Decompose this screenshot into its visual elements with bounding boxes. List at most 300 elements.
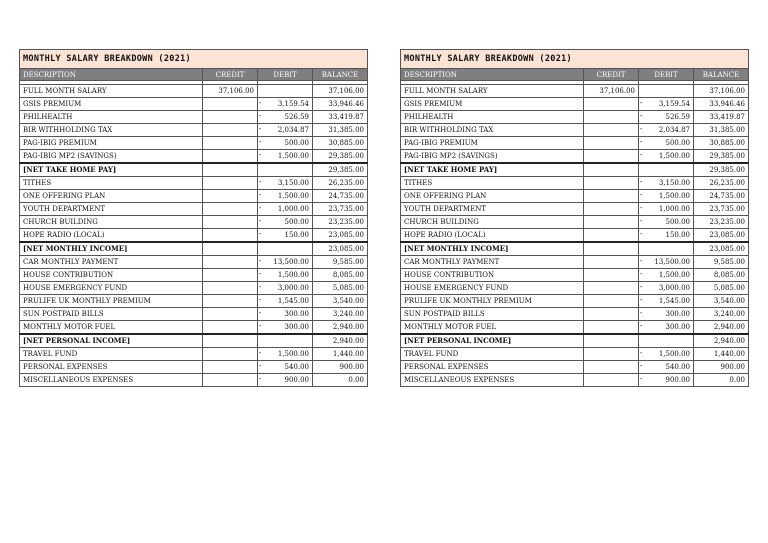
row-debit — [258, 269, 313, 282]
row-credit — [584, 348, 639, 361]
debit-sign: - — [640, 138, 643, 146]
table-row — [401, 282, 749, 295]
table-row — [401, 269, 749, 282]
row-debit — [258, 334, 313, 348]
row-balance: 23,085.00 — [694, 229, 749, 243]
header-description: DESCRIPTION — [20, 69, 203, 81]
table-row — [20, 111, 368, 124]
row-balance: 23,235.00 — [694, 216, 749, 229]
row-description: FULL MONTH SALARY — [20, 85, 203, 98]
row-credit — [584, 216, 639, 229]
row-description: FULL MONTH SALARY — [401, 85, 584, 98]
debit-sign: - — [259, 99, 262, 107]
row-credit — [584, 282, 639, 295]
row-description: PERSONAL EXPENSES — [401, 361, 584, 374]
section-total-row — [20, 242, 368, 256]
salary-table-right — [400, 49, 749, 387]
debit-sign: - — [640, 112, 643, 120]
row-balance: 9,585.00 — [694, 256, 749, 269]
debit-value: 3,150.00 — [658, 179, 690, 187]
row-debit — [258, 308, 313, 321]
row-balance: 2,940.00 — [694, 321, 749, 335]
table-row — [20, 282, 368, 295]
debit-value: 500.00 — [284, 218, 309, 226]
table-body — [20, 85, 368, 387]
row-balance: 29,385.00 — [694, 150, 749, 164]
debit-value: 300.00 — [284, 323, 309, 331]
row-debit — [639, 242, 694, 256]
row-description: SUN POSTPAID BILLS — [20, 308, 203, 321]
row-description: HOUSE CONTRIBUTION — [20, 269, 203, 282]
row-balance: 8,085.00 — [313, 269, 368, 282]
row-debit — [258, 321, 313, 335]
header-debit: DEBIT — [639, 69, 694, 81]
debit-value: 1,500.00 — [277, 152, 309, 160]
debit-sign: - — [640, 217, 643, 225]
row-description: BIR WITHHOLDING TAX — [401, 124, 584, 137]
row-description: PAG-IBIG MP2 (SAVINGS) — [401, 150, 584, 164]
row-debit — [639, 150, 694, 164]
row-debit — [258, 150, 313, 164]
row-description: BIR WITHHOLDING TAX — [20, 124, 203, 137]
row-debit — [639, 190, 694, 203]
row-debit — [258, 98, 313, 111]
table-body — [401, 85, 749, 387]
debit-sign: - — [640, 204, 643, 212]
row-balance: 29,385.00 — [313, 163, 368, 177]
debit-sign: - — [259, 270, 262, 278]
debit-value: 1,545.00 — [277, 297, 309, 305]
row-balance: 23,735.00 — [313, 203, 368, 216]
debit-value: 2,034.87 — [277, 126, 309, 134]
debit-value: 13,500.00 — [654, 258, 690, 266]
row-credit — [203, 242, 258, 256]
row-debit — [639, 98, 694, 111]
row-debit — [639, 256, 694, 269]
sheet-title: MONTHLY SALARY BREAKDOWN (2021) — [401, 50, 749, 69]
row-balance: 2,940.00 — [694, 334, 749, 348]
debit-value: 540.00 — [284, 363, 309, 371]
table-row — [401, 137, 749, 150]
row-balance: 31,385.00 — [313, 124, 368, 137]
row-debit — [258, 242, 313, 256]
row-description: [NET TAKE HOME PAY] — [401, 163, 584, 177]
row-description: TITHES — [20, 177, 203, 190]
row-credit — [203, 163, 258, 177]
table-row — [401, 177, 749, 190]
debit-value: 1,500.00 — [658, 271, 690, 279]
debit-value: 300.00 — [665, 323, 690, 331]
row-description: TRAVEL FUND — [20, 348, 203, 361]
debit-value: 1,500.00 — [277, 350, 309, 358]
row-description: PHILHEALTH — [401, 111, 584, 124]
row-balance: 23,085.00 — [313, 242, 368, 256]
row-debit — [639, 348, 694, 361]
row-credit — [584, 334, 639, 348]
debit-value: 300.00 — [665, 310, 690, 318]
row-credit: 37,106.00 — [203, 85, 258, 98]
row-balance: 24,735.00 — [694, 190, 749, 203]
row-credit — [203, 203, 258, 216]
row-debit — [258, 374, 313, 387]
row-debit — [639, 374, 694, 387]
row-description: YOUTH DEPARTMENT — [401, 203, 584, 216]
row-debit — [639, 85, 694, 98]
debit-value: 2,034.87 — [658, 126, 690, 134]
salary-table-left — [19, 49, 368, 387]
row-description: MONTHLY MOTOR FUEL — [401, 321, 584, 335]
debit-value: 3,000.00 — [277, 284, 309, 292]
row-credit — [203, 98, 258, 111]
row-debit — [639, 163, 694, 177]
table-row — [20, 190, 368, 203]
row-credit — [584, 242, 639, 256]
debit-sign: - — [640, 270, 643, 278]
table-row — [401, 98, 749, 111]
row-balance: 3,240.00 — [313, 308, 368, 321]
row-credit — [584, 177, 639, 190]
row-description: HOUSE EMERGENCY FUND — [401, 282, 584, 295]
row-description: PHILHEALTH — [20, 111, 203, 124]
debit-sign: - — [259, 191, 262, 199]
table-row — [401, 216, 749, 229]
row-debit — [639, 321, 694, 335]
debit-value: 300.00 — [284, 310, 309, 318]
row-balance: 37,106.00 — [313, 85, 368, 98]
table-row — [20, 269, 368, 282]
debit-sign: - — [640, 283, 643, 291]
row-debit — [639, 282, 694, 295]
row-credit — [584, 190, 639, 203]
debit-value: 150.00 — [665, 231, 690, 239]
row-debit — [258, 348, 313, 361]
row-credit — [203, 321, 258, 335]
row-balance: 8,085.00 — [694, 269, 749, 282]
table-row — [20, 177, 368, 190]
row-credit — [584, 295, 639, 308]
row-credit — [203, 216, 258, 229]
row-credit — [203, 111, 258, 124]
debit-value: 1,500.00 — [658, 192, 690, 200]
row-balance: 26,235.00 — [694, 177, 749, 190]
debit-value: 1,500.00 — [277, 271, 309, 279]
debit-value: 540.00 — [665, 363, 690, 371]
debit-sign: - — [640, 125, 643, 133]
debit-value: 1,500.00 — [658, 350, 690, 358]
table-row — [20, 229, 368, 243]
debit-sign: - — [259, 349, 262, 357]
row-credit — [203, 374, 258, 387]
debit-value: 3,159.54 — [658, 100, 690, 108]
row-description: MISCELLANEOUS EXPENSES — [20, 374, 203, 387]
debit-value: 3,159.54 — [277, 100, 309, 108]
debit-sign: - — [259, 178, 262, 186]
debit-value: 1,500.00 — [277, 192, 309, 200]
row-balance: 33,419.87 — [313, 111, 368, 124]
debit-value: 1,000.00 — [277, 205, 309, 213]
debit-sign: - — [640, 322, 643, 330]
row-credit — [203, 282, 258, 295]
section-total-row — [401, 242, 749, 256]
header-credit: CREDIT — [584, 69, 639, 81]
row-credit — [584, 150, 639, 164]
row-description: YOUTH DEPARTMENT — [20, 203, 203, 216]
debit-sign: - — [640, 178, 643, 186]
debit-value: 526.59 — [665, 113, 690, 121]
debit-value: 526.59 — [284, 113, 309, 121]
row-debit — [639, 308, 694, 321]
row-balance: 23,085.00 — [313, 229, 368, 243]
header-credit: CREDIT — [203, 69, 258, 81]
table-row — [20, 348, 368, 361]
debit-sign: - — [259, 230, 262, 238]
debit-sign: - — [259, 296, 262, 304]
row-description: TITHES — [401, 177, 584, 190]
debit-value: 3,000.00 — [658, 284, 690, 292]
row-credit — [584, 111, 639, 124]
table-row — [20, 98, 368, 111]
row-debit — [639, 124, 694, 137]
row-debit — [639, 361, 694, 374]
debit-sign: - — [259, 322, 262, 330]
row-description: TRAVEL FUND — [401, 348, 584, 361]
row-balance: 9,585.00 — [313, 256, 368, 269]
debit-sign: - — [259, 125, 262, 133]
row-debit — [258, 256, 313, 269]
table-row — [20, 374, 368, 387]
section-total-row — [401, 163, 749, 177]
row-balance: 3,540.00 — [694, 295, 749, 308]
row-credit — [584, 163, 639, 177]
debit-value: 1,500.00 — [658, 152, 690, 160]
row-description: HOUSE EMERGENCY FUND — [20, 282, 203, 295]
row-debit — [258, 137, 313, 150]
row-balance: 1,440.00 — [313, 348, 368, 361]
table-row — [20, 203, 368, 216]
row-debit — [639, 334, 694, 348]
header-description: DESCRIPTION — [401, 69, 584, 81]
row-balance: 26,235.00 — [313, 177, 368, 190]
row-balance: 3,540.00 — [313, 295, 368, 308]
row-description: HOUSE CONTRIBUTION — [401, 269, 584, 282]
row-description: GSIS PREMIUM — [401, 98, 584, 111]
table-row — [401, 256, 749, 269]
debit-value: 1,545.00 — [658, 297, 690, 305]
row-credit — [584, 137, 639, 150]
row-credit — [584, 98, 639, 111]
debit-sign: - — [259, 204, 262, 212]
table-row — [401, 295, 749, 308]
row-credit — [584, 321, 639, 335]
row-debit — [258, 177, 313, 190]
row-description: ONE OFFERING PLAN — [20, 190, 203, 203]
table-row — [20, 216, 368, 229]
debit-sign: - — [640, 230, 643, 238]
row-balance: 24,735.00 — [313, 190, 368, 203]
row-credit — [584, 374, 639, 387]
row-balance: 31,385.00 — [694, 124, 749, 137]
section-total-row — [20, 334, 368, 348]
row-description: HOPE RADIO (LOCAL) — [401, 229, 584, 243]
debit-sign: - — [640, 349, 643, 357]
debit-value: 13,500.00 — [273, 258, 309, 266]
row-balance: 29,385.00 — [313, 150, 368, 164]
row-credit — [203, 334, 258, 348]
debit-value: 500.00 — [284, 139, 309, 147]
row-credit — [203, 256, 258, 269]
row-balance: 2,940.00 — [313, 334, 368, 348]
row-description: CHURCH BUILDING — [20, 216, 203, 229]
debit-value: 500.00 — [665, 139, 690, 147]
debit-sign: - — [640, 151, 643, 159]
row-debit — [258, 163, 313, 177]
debit-sign: - — [259, 283, 262, 291]
header-balance: BALANCE — [313, 69, 368, 81]
row-credit — [203, 124, 258, 137]
table-row — [401, 203, 749, 216]
table-row — [401, 374, 749, 387]
sheet-title: MONTHLY SALARY BREAKDOWN (2021) — [20, 50, 368, 69]
table-row — [401, 308, 749, 321]
section-total-row — [20, 163, 368, 177]
debit-sign: - — [640, 296, 643, 304]
row-description: [NET MONTHLY INCOME] — [401, 242, 584, 256]
row-description: CHURCH BUILDING — [401, 216, 584, 229]
table-row — [401, 361, 749, 374]
row-balance: 29,385.00 — [694, 163, 749, 177]
debit-value: 3,150.00 — [277, 179, 309, 187]
row-description: PERSONAL EXPENSES — [20, 361, 203, 374]
row-debit — [258, 190, 313, 203]
row-balance: 900.00 — [694, 361, 749, 374]
row-description: PAG-IBIG PREMIUM — [401, 137, 584, 150]
row-debit — [639, 229, 694, 243]
row-credit — [203, 295, 258, 308]
debit-sign: - — [259, 112, 262, 120]
row-credit — [584, 124, 639, 137]
row-description: [NET TAKE HOME PAY] — [20, 163, 203, 177]
debit-sign: - — [640, 362, 643, 370]
row-debit — [639, 269, 694, 282]
debit-sign: - — [259, 375, 262, 383]
debit-sign: - — [259, 362, 262, 370]
debit-value: 150.00 — [284, 231, 309, 239]
row-description: MONTHLY MOTOR FUEL — [20, 321, 203, 335]
debit-sign: - — [259, 309, 262, 317]
row-balance: 23,085.00 — [694, 242, 749, 256]
debit-sign: - — [640, 191, 643, 199]
table-row — [401, 229, 749, 243]
table-row — [401, 124, 749, 137]
row-credit: 37,106.00 — [584, 85, 639, 98]
debit-sign: - — [259, 138, 262, 146]
row-credit — [203, 308, 258, 321]
debit-sign: - — [640, 99, 643, 107]
row-debit — [258, 361, 313, 374]
row-credit — [203, 190, 258, 203]
table-row — [20, 85, 368, 98]
row-credit — [584, 256, 639, 269]
header-debit: DEBIT — [258, 69, 313, 81]
table-row — [20, 321, 368, 335]
row-debit — [258, 124, 313, 137]
row-description: PRULIFE UK MONTHLY PREMIUM — [401, 295, 584, 308]
debit-sign: - — [640, 309, 643, 317]
row-description: [NET PERSONAL INCOME] — [20, 334, 203, 348]
row-debit — [258, 111, 313, 124]
row-balance: 23,235.00 — [313, 216, 368, 229]
row-debit — [258, 85, 313, 98]
debit-sign: - — [259, 257, 262, 265]
table-row — [20, 295, 368, 308]
row-balance: 37,106.00 — [694, 85, 749, 98]
row-description: [NET MONTHLY INCOME] — [20, 242, 203, 256]
debit-value: 500.00 — [665, 218, 690, 226]
row-balance: 1,440.00 — [694, 348, 749, 361]
row-balance: 33,946.46 — [694, 98, 749, 111]
row-balance: 33,946.46 — [313, 98, 368, 111]
row-description: CAR MONTHLY PAYMENT — [401, 256, 584, 269]
row-balance: 30,885.00 — [313, 137, 368, 150]
table-row — [401, 150, 749, 164]
row-credit — [203, 177, 258, 190]
table-row — [20, 124, 368, 137]
table-row — [401, 190, 749, 203]
row-credit — [584, 229, 639, 243]
row-description: CAR MONTHLY PAYMENT — [20, 256, 203, 269]
row-description: ONE OFFERING PLAN — [401, 190, 584, 203]
table-row — [401, 321, 749, 335]
row-description: PRULIFE UK MONTHLY PREMIUM — [20, 295, 203, 308]
debit-sign: - — [259, 217, 262, 225]
row-debit — [258, 216, 313, 229]
row-debit — [639, 203, 694, 216]
row-credit — [584, 361, 639, 374]
row-debit — [639, 137, 694, 150]
table-row — [20, 137, 368, 150]
row-credit — [203, 348, 258, 361]
row-description: [NET PERSONAL INCOME] — [401, 334, 584, 348]
row-credit — [203, 137, 258, 150]
row-credit — [203, 269, 258, 282]
row-balance: 3,240.00 — [694, 308, 749, 321]
row-debit — [639, 111, 694, 124]
header-balance: BALANCE — [694, 69, 749, 81]
table-row — [401, 85, 749, 98]
debit-value: 900.00 — [665, 376, 690, 384]
row-balance: 5,085.00 — [313, 282, 368, 295]
row-balance: 2,940.00 — [313, 321, 368, 335]
section-total-row — [401, 334, 749, 348]
row-description: HOPE RADIO (LOCAL) — [20, 229, 203, 243]
row-credit — [203, 229, 258, 243]
row-credit — [584, 203, 639, 216]
row-balance: 33,419.87 — [694, 111, 749, 124]
row-debit — [258, 295, 313, 308]
debit-sign: - — [640, 257, 643, 265]
row-debit — [258, 229, 313, 243]
row-debit — [258, 282, 313, 295]
row-description: MISCELLANEOUS EXPENSES — [401, 374, 584, 387]
table-row — [20, 150, 368, 164]
row-debit — [639, 295, 694, 308]
row-balance: 900.00 — [313, 361, 368, 374]
row-description: PAG-IBIG PREMIUM — [20, 137, 203, 150]
row-credit — [584, 269, 639, 282]
row-credit — [203, 150, 258, 164]
row-balance: 5,085.00 — [694, 282, 749, 295]
row-balance: 23,735.00 — [694, 203, 749, 216]
